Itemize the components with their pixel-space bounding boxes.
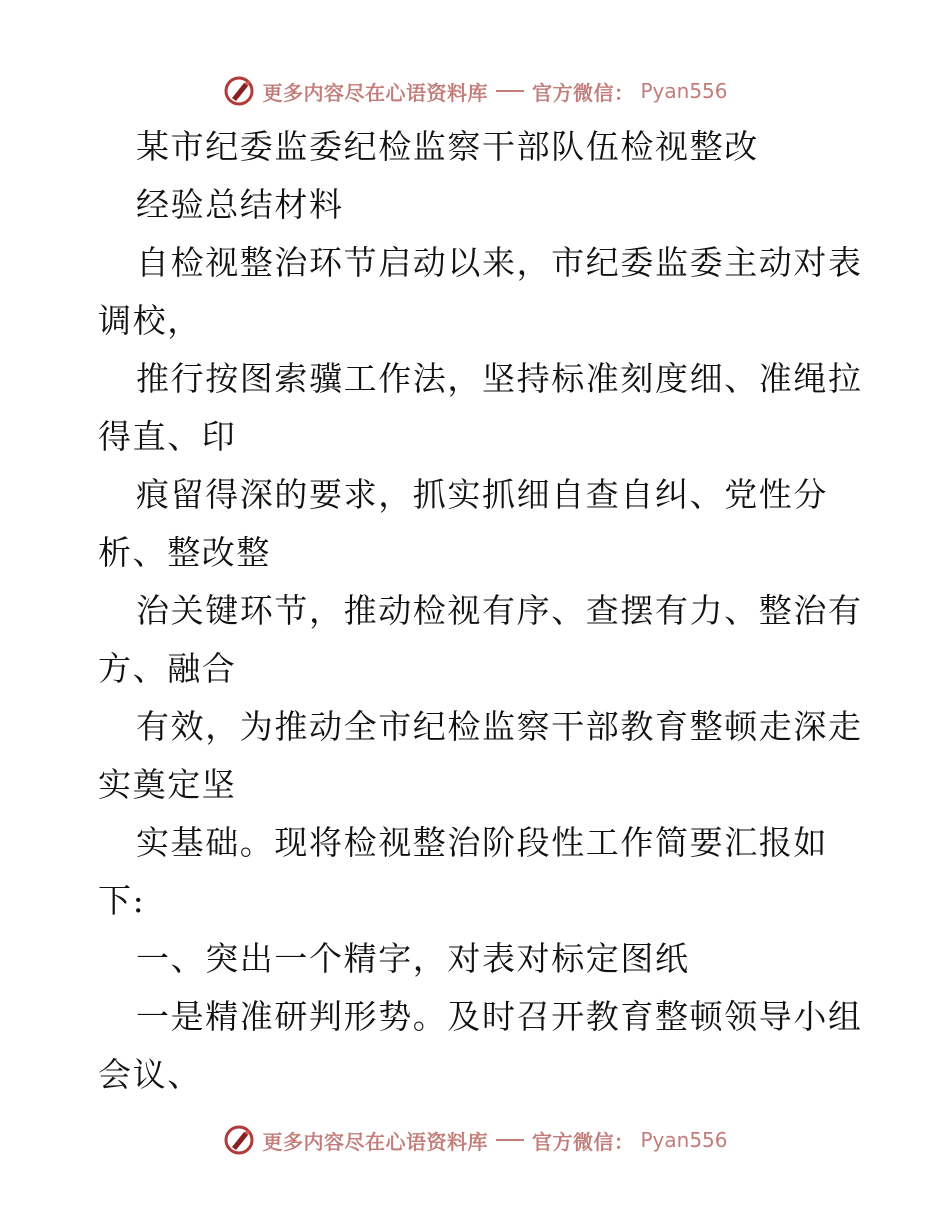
document-body (98, 118, 863, 1104)
pen-nib-circle-icon (222, 1123, 256, 1157)
footer-banner (0, 1120, 950, 1160)
banner-wechat-id: Pyan556 (640, 79, 728, 103)
banner-site-text: 更多内容尽在心语资料库 (262, 1129, 488, 1154)
text-line: 治关键环节，推动检视有序、查摆有力、整治有 (136, 591, 863, 630)
text-line: 有效，为推动全市纪检监察干部教育整顿走深走 (136, 707, 863, 746)
text-line: 推行按图索骥工作法，坚持标准刻度细、准绳拉 (136, 359, 863, 398)
text-line: 自检视整治环节启动以来，市纪委监委主动对表 (136, 243, 863, 282)
text-line: 某市纪委监委纪检监察干部队伍检视整改 (136, 127, 759, 166)
text-line: 痕留得深的要求，抓实抓细自查自纠、党性分 (136, 475, 828, 514)
banner-wechat-label: 官方微信： (531, 1129, 635, 1154)
text-line: 得直、印 (98, 417, 237, 456)
text-line: 经验总结材料 (136, 185, 344, 224)
banner-site-text: 更多内容尽在心语资料库 (262, 80, 488, 105)
text-line: 实基础。现将检视整治阶段性工作简要汇报如 (136, 823, 828, 862)
banner-wechat-label: 官方微信： (531, 80, 635, 105)
text-line: 下: (98, 881, 146, 920)
pen-nib-circle-icon (222, 74, 256, 108)
text-line: 方、融合 (98, 649, 237, 688)
header-banner (0, 71, 950, 111)
banner-wechat-id: Pyan556 (640, 1128, 728, 1152)
text-line: 实奠定坚 (98, 765, 237, 804)
banner-divider (496, 90, 524, 92)
text-line: 调校， (98, 301, 202, 340)
text-line: 一是精准研判形势。及时召开教育整顿领导小组 (136, 997, 863, 1036)
text-line: 一、突出一个精字，对表对标定图纸 (136, 939, 690, 978)
text-line: 会议、 (98, 1055, 202, 1094)
banner-divider (496, 1139, 524, 1141)
text-line: 析、整改整 (98, 533, 271, 572)
